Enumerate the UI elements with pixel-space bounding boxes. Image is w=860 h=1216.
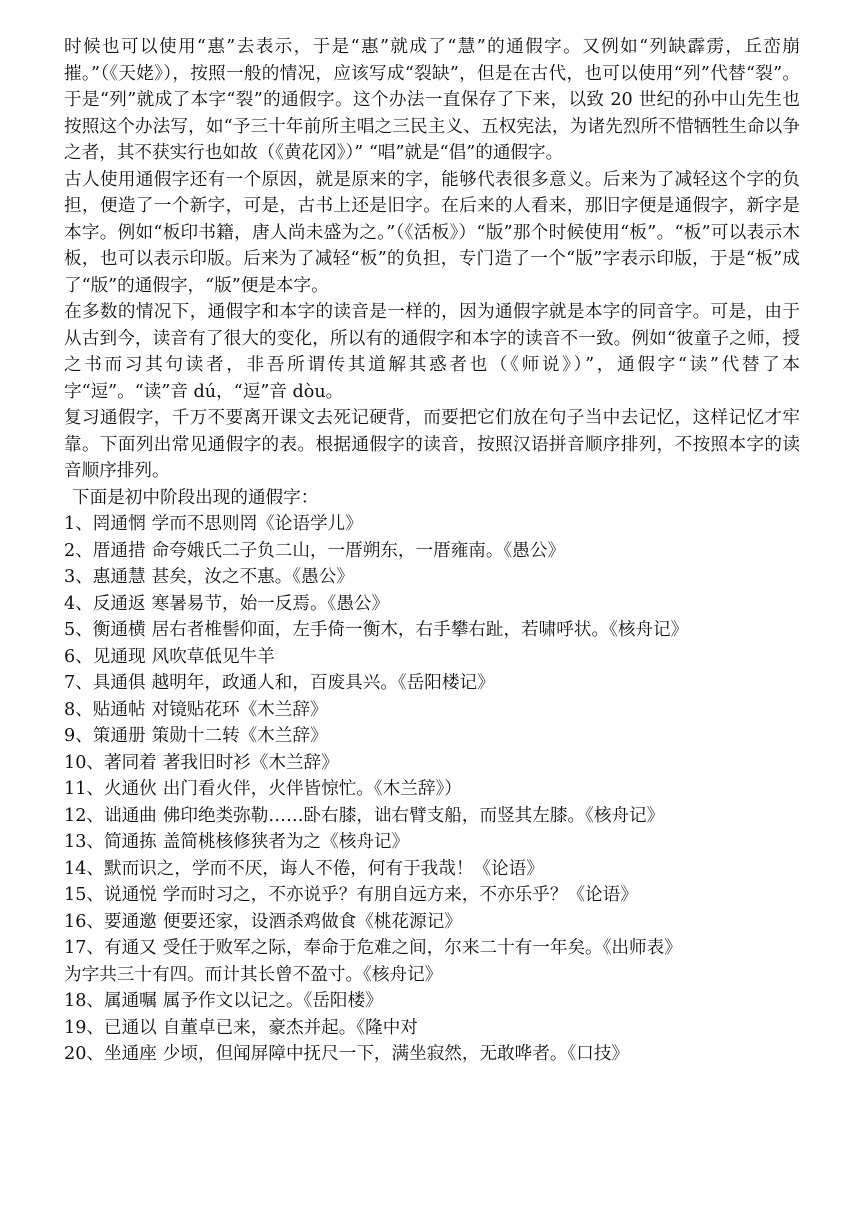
list-item [64,856,800,883]
list-item [64,538,800,565]
item-pair: 有通又 [103,938,157,958]
item-pair: 火通伙 [103,779,157,799]
item-pair: 罔通惘 [92,514,146,534]
item-number: 2、 [64,540,93,561]
item-example: 越明年，政通人和，百废具兴。《岳阳楼记》 [151,673,495,693]
list-item [64,803,800,830]
item-number: 11、 [64,779,104,799]
item-pair: 惠通慧 [92,567,146,587]
list-item [64,776,800,803]
list-item [64,511,800,538]
item-number: 15、 [64,885,104,905]
list-item [64,1015,800,1042]
list-item [64,909,800,936]
item-number: 7、 [64,673,93,693]
item-pair: 为字共三十有四。而计其长曾不盈寸。《核舟记》 [64,964,443,985]
paragraph-4: 复习通假字，千万不要离开课文去死记硬背，而要把它们放在句子当中去记忆，这样记忆才牢靠。下面列出常见通假字的表。根据通假字的读音，按照汉语拼音顺序排列，不按照本字的读音顺序排列。 [64,408,800,481]
list-item [64,1041,800,1068]
item-example: 风吹草低见牛羊 [151,646,275,667]
item-number: 10、 [64,752,104,773]
item-pair: 著同着 [103,752,157,773]
item-pair: 反通返 [92,593,146,614]
item-number: 19、 [64,1017,104,1038]
item-pair: 衡通横 [92,620,146,640]
list-intro: 下面是初中阶段出现的通假字： [72,487,319,508]
list-item [64,723,800,750]
list-item [64,750,800,777]
item-pair: 诎通曲 [103,805,157,826]
item-number: 20、 [64,1044,104,1064]
list-item [64,591,800,618]
item-pair: 属通嘱 [103,991,157,1011]
item-number: 5、 [64,620,93,640]
item-number: 1、 [64,514,93,534]
item-example: 居右者椎髻仰面，左手倚一衡木，右手攀右趾，若啸呼状。《核舟记》 [151,620,689,640]
paragraph-2: 古人使用通假字还有一个原因，就是原来的字，能够代表很多意义。后来为了减轻这个字的负担，便造了一个新字，可是，古书上还是旧字。在后来的人看来，那旧字便是通假字，新字是本字。例如“板印书籍，唐人尚未盛为之。”（《活板》）“版”那个时候使用“板”。“板”可以表示木板，也可以表示印版。后来为了减轻“板”的负担，专门造了一个“版”字表示印版，于是“板”成了“版”的通假字，“版”便是本字。 [64,169,800,296]
item-number: 4、 [64,593,93,614]
item-example: 出门看火伴，火伴皆惊忙。《木兰辞》） [162,779,462,799]
list-item [64,935,800,962]
item-number: 18、 [64,991,104,1011]
item-pair: 具通俱 [92,673,146,693]
item-pair: 坐通座 [103,1044,157,1064]
item-example: 策勋十二转《木兰辞》 [151,726,328,746]
item-number: 9、 [64,726,93,746]
document-page [64,34,800,1068]
item-example: 著我旧时衫《木兰辞》 [162,752,339,773]
item-example: 盖简桃核修狭者为之《核舟记》 [162,832,410,852]
item-example: 受任于败军之际，奉命于危难之间，尔来二十有一年矣。《出师表》 [162,938,682,958]
item-pair: 见通现 [92,646,146,667]
paragraph-3: 在多数的情况下，通假字和本字的读音是一样的，因为通假字就是本字的同音字。可是，由于从古到今，读音有了很大的变化，所以有的通假字和本字的读音不一致。例如“彼童子之师，授之书而习其句读者，非吾所谓传其道解其惑者也（《师说》）”，通假字“读”代替了本字“逗”。“读”音 dú，“逗”音 dòu。 [64,302,800,402]
item-pair: 已通以 [103,1017,157,1038]
item-pair: 策通册 [92,726,146,746]
item-example: 学而时习之，不亦说乎？有朋自远方来，不亦乐乎？《论语》 [162,885,638,905]
item-pair: 贴通帖 [92,699,146,720]
list-item [64,644,800,671]
item-example: 便要还家，设酒杀鸡做食《桃花源记》 [162,911,462,932]
item-example: 自董卓已来，豪杰并起。《隆中对 [162,1017,418,1038]
item-example: 佛印绝类弥勒……卧右膝，诎右臂支船，而竖其左膝。《核舟记》 [162,805,665,826]
item-example: 属予作文以记之。《岳阳楼》 [162,991,383,1011]
item-example: 少顷，但闻屏障中抚尺一下，满坐寂然，无敢哗者。《口技》 [162,1044,630,1064]
item-number: 8、 [64,699,93,720]
item-pair: 简通拣 [103,832,157,852]
item-example: 对镜贴花环《木兰辞》 [151,699,328,720]
list-item [64,617,800,644]
item-pair: 说通悦 [103,885,157,905]
item-example: 甚矣，汝之不惠。《愚公》 [151,567,354,587]
item-number: 14、 [64,858,104,879]
item-number: 16、 [64,911,104,932]
item-number: 6、 [64,646,93,667]
paragraph-1: 时候也可以使用“惠”去表示，于是“惠”就成了“慧”的通假字。又例如“列缺霹雳，丘峦崩摧。”（《天姥》），按照一般的情况，应该写成“裂缺”，但是在古代，也可以使用“列”代替“裂”。于是“列”就成了本字“裂”的通假字。这个办法一直保存了下来，以致 20 世纪的孙中山先生也按照这个办法写，如“予三十年前所主唱之三民主义、五权宪法，为诸先烈所不惜牺牲生命以争之者，其不获实行也如故（《黄花冈》）” “唱”就是“倡”的通假字。 [64,37,800,163]
list-item [64,988,800,1015]
item-pair: 默而识之，学而不厌，诲人不倦，何有于我哉！《论语》 [103,858,544,879]
item-pair: 要通邀 [103,911,157,932]
list-item [64,564,800,591]
list-item [64,697,800,724]
list-item [64,829,800,856]
item-number: 17、 [64,938,104,958]
item-number: 3、 [64,567,93,587]
item-example: 寒暑易节，始一反焉。《愚公》 [151,593,390,614]
item-pair: 厝通措 [92,540,146,561]
item-number: 12、 [64,805,104,826]
item-number: 13、 [64,832,104,852]
list-item [64,962,800,989]
tongjia-list [64,511,800,1068]
list-item [64,670,800,697]
item-example: 命夸娥氏二子负二山，一厝朔东，一厝雍南。《愚公》 [151,540,566,561]
item-example: 学而不思则罔《论语学儿》 [151,514,363,534]
list-item [64,882,800,909]
